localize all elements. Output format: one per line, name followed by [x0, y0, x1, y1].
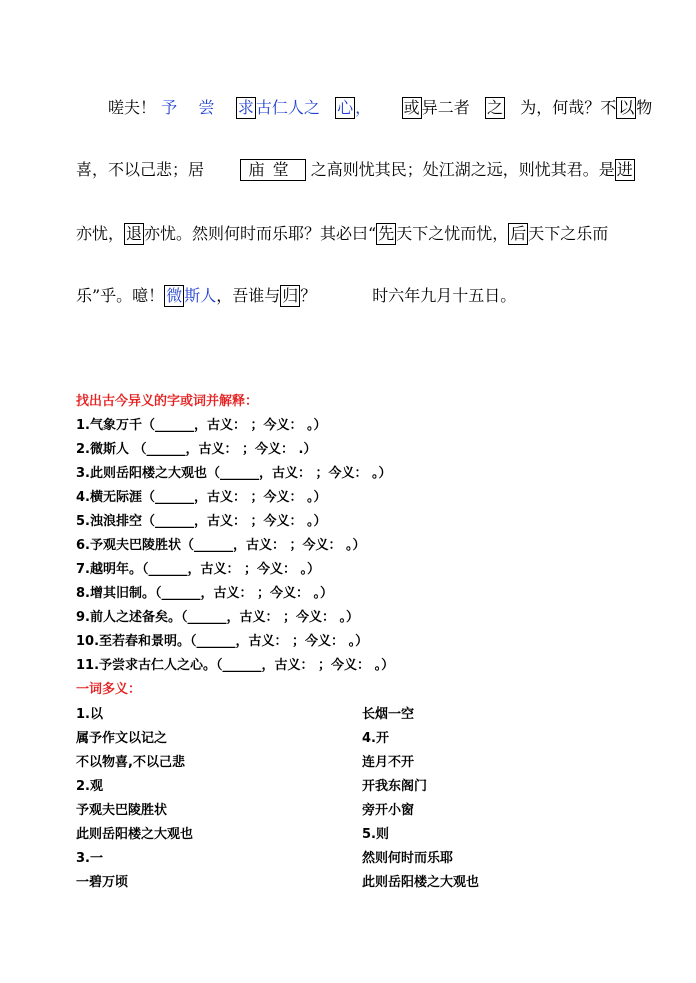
polysemy-item: 2.观 [76, 779, 103, 794]
passage-text: 异二者 [421, 98, 470, 117]
question-item: 9.前人之述备矣。（______，古义： ；今义： 。） [76, 610, 360, 625]
question-item: 11.予尝求古仁人之心。（______，古义： ；今义： 。） [76, 658, 395, 673]
passage-text: 物 [636, 98, 653, 117]
question-item: 4.横无际涯（______，古义： ；今义： 。） [76, 490, 327, 505]
passage-text: ？ [300, 286, 317, 305]
polysemy-item: 属予作文以记之 [76, 731, 168, 746]
passage-text: 天下之忧而忧， [396, 224, 509, 243]
question-item: 10.至若春和景明。（______，古义： ；今义： 。） [76, 634, 369, 649]
polysemy-item: 然则何时而乐耶 [362, 851, 454, 866]
polysemy-item: 3.一 [76, 851, 103, 866]
highlight-word: 古仁人之 [255, 98, 320, 117]
passage-text: 时六年九月十五日。 [372, 286, 517, 305]
polysemy-item: 旁开小窗 [362, 803, 415, 818]
polysemy-item: 长烟一空 [362, 707, 415, 722]
polysemy-item: 此则岳阳楼之大观也 [76, 827, 194, 842]
polysemy-item: 此则岳阳楼之大观也 [362, 875, 480, 890]
boxed-word: 庙堂 [240, 159, 306, 181]
boxed-word: 心 [337, 98, 354, 117]
question-item: 2.微斯人 （______，古义： ；今义： .） [76, 442, 317, 457]
boxed-word: 退 [126, 224, 143, 243]
passage-line-2 [76, 158, 635, 182]
passage-text: 嗟夫！ [108, 98, 157, 117]
polysemy-item: 不以物喜,不以己悲 [76, 755, 185, 770]
passage-text: 亦忧。然则何时而乐耶？其必曰“ [144, 224, 377, 243]
polysemy-item: 予观夫巴陵胜状 [76, 803, 168, 818]
passage-text: ，吾谁与 [216, 286, 281, 305]
passage-text: 乐”乎。噫！ [76, 286, 165, 305]
question-item: 6.予观夫巴陵胜状（______，古义： ；今义： 。） [76, 538, 366, 553]
boxed-word: 之 [486, 98, 503, 117]
passage-line-3 [76, 222, 608, 246]
polysemy-left-column [76, 703, 193, 895]
highlight-word: 尝 [198, 98, 215, 117]
question-item: 7.越明年。（______，古义： ；今义： 。） [76, 562, 321, 577]
question-item: 1.气象万千（______，古义： ；今义： 。） [76, 418, 327, 433]
polysemy-item: 连月不开 [362, 755, 415, 770]
question-item: 8.增其旧制。（______，古义： ；今义： 。） [76, 586, 334, 601]
section-title-polysemy: 一词多义： [76, 682, 142, 697]
boxed-word: 归 [282, 286, 299, 305]
highlight-word: 斯人 [184, 286, 217, 305]
passage-text: 喜，不以己悲；居 [76, 160, 205, 179]
boxed-word: 求 [237, 98, 254, 117]
boxed-word: 进 [616, 160, 633, 179]
polysemy-item: 一碧万顷 [76, 875, 129, 890]
passage-text: 天下之乐而 [528, 224, 609, 243]
polysemy-item: 1.以 [76, 707, 103, 722]
passage-text: 为，何哉？不 [520, 98, 617, 117]
boxed-word: 以 [618, 98, 635, 117]
boxed-word: 先 [378, 224, 395, 243]
question-item: 5.浊浪排空（______，古义： ；今义： 。） [76, 514, 327, 529]
polysemy-item: 4.开 [362, 731, 389, 746]
section-title-ancient-modern: 找出古今异义的字或词并解释： [76, 394, 259, 409]
question-item: 3.此则岳阳楼之大观也（______，古义： ；今义： 。） [76, 466, 392, 481]
highlight-word: ， [355, 98, 372, 117]
polysemy-item: 5.则 [362, 827, 389, 842]
passage-line-1 [108, 96, 652, 120]
highlight-word: 予 [161, 98, 178, 117]
passage-text: 亦忧， [76, 224, 125, 243]
boxed-word: 或 [403, 98, 420, 117]
boxed-word: 微 [166, 286, 183, 305]
passage-line-4 [76, 284, 516, 308]
polysemy-right-column [362, 703, 479, 895]
passage-text: 之高则忧其民；处江湖之远，则忧其君。是 [310, 160, 615, 179]
polysemy-item: 开我东阁门 [362, 779, 428, 794]
boxed-word: 后 [510, 224, 527, 243]
